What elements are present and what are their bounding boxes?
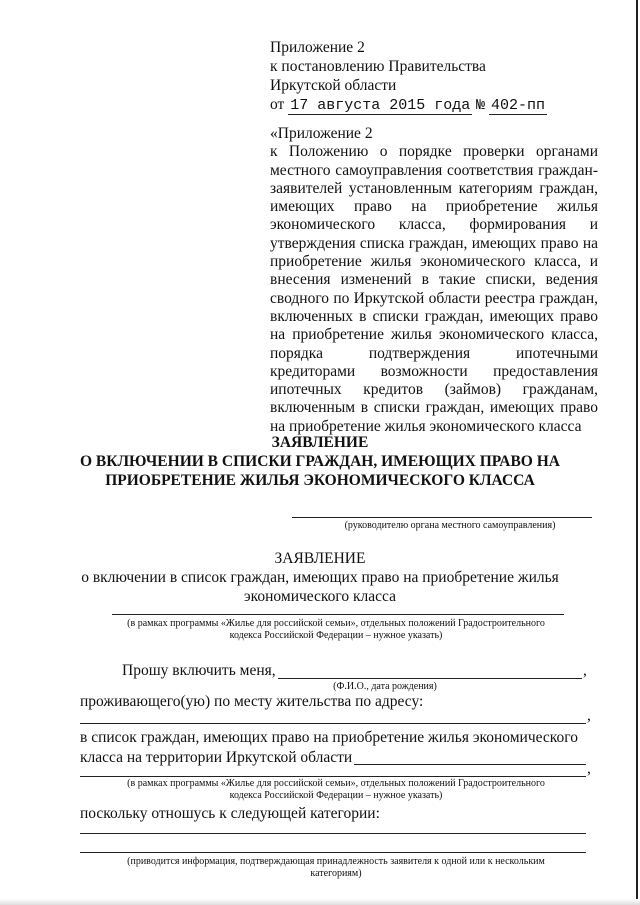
category-field-2[interactable] [80,852,586,853]
program-comma: , [587,760,591,777]
form-title-line-2: о включении в список граждан, имеющих право на приобретение жилья [81,569,559,586]
scan-bottom-edge [0,899,640,905]
category-text: поскольку отношусь к следующей категории: [80,805,380,822]
category-caption-line-1: (приводится информация, подтверждающая принадлежность заявителя к одной или к нескольким [127,856,545,867]
appendix-line-3: Иркутской области [270,77,397,94]
main-title-line-3: ПРИОБРЕТЕНИЕ ЖИЛЬЯ ЭКОНОМИЧЕСКОГО КЛАССА [105,472,535,489]
category-caption [80,856,592,880]
territory-field[interactable] [354,764,586,765]
fio-caption: (Ф.И.О., дата рождения) [333,681,437,692]
appendix-line-1: Приложение 2 [270,39,365,56]
number-label: № [476,97,486,114]
date-value: 17 августа 2015 года [290,97,471,114]
category-caption-line-2: категориям) [310,868,362,879]
program-caption-1-line-1: (в рамках программы «Жилье для российской семьи», отдельных положений Градостроительного [127,618,545,629]
program-caption-1 [80,618,592,642]
form-title [80,549,560,606]
address-comma: , [587,707,591,724]
addressee-caption: (руководителю органа местного самоуправления) [344,520,556,531]
regulation-text: к Положению о порядке проверки органами местного самоуправления соответствия граждан-заявителей установленным категориям граждан, имеющих право на приобретение жилья экономического класса, формирования и утверждения списка граждан, имеющих право на приобретение жилья экономического класса, и внесения изменений в такие списки, ведения сводного по Иркутской области реестра граждан, включенных в списки граждан, имеющих право на приобретение жилья экономического класса, порядка подтверждения ипотечными кредиторами возможности предоставления ипотечных кредитов (займов) гражданам, включенным в списки граждан, имеющих право на приобретение жилья экономического класса [270,143,598,435]
scan-edge [636,0,638,905]
address-field[interactable] [80,723,586,724]
date-prefix: от [270,96,285,113]
appendix-line-2: к постановлению Правительства [270,58,486,75]
appendix-date-line [270,95,600,115]
addressee-field[interactable] [292,517,592,518]
regulation-heading: «Приложение 2 [270,125,373,142]
fio-comma: , [583,662,587,679]
regulation-appendix [270,125,598,436]
appendix-header [270,38,600,115]
number-value: 402-пп [491,97,546,114]
main-title-line-2: О ВКЛЮЧЕНИИ В СПИСКИ ГРАЖДАН, ИМЕЮЩИХ ПРАВО НА [80,453,560,470]
program-caption-1-line-2: кодекса Российской Федерации – нужное указать) [229,630,443,641]
program-caption-2 [80,778,592,802]
program-field-2[interactable] [80,776,586,777]
fio-field[interactable] [278,678,582,679]
main-title-line-1: ЗАЯВЛЕНИЕ [271,434,369,451]
request-text: Прошу включить меня, [122,662,276,679]
residence-text: проживающего(ую) по месту жительства по адресу: [80,693,424,710]
list-line-2: класса на территории Иркутской области [80,749,353,766]
category-field-1[interactable] [80,833,586,834]
form-title-line-3: экономического класса [243,588,396,605]
main-title [60,433,580,490]
list-line-1: в список граждан, имеющих право на приобретение жилья экономического [80,729,579,746]
program-field-1[interactable] [112,614,564,615]
program-caption-2-line-1: (в рамках программы «Жилье для российской семьи», отдельных положений Градостроительного [127,778,545,789]
form-title-line-1: ЗАЯВЛЕНИЕ [274,550,366,567]
program-caption-2-line-2: кодекса Российской Федерации – нужное указать) [229,790,443,801]
